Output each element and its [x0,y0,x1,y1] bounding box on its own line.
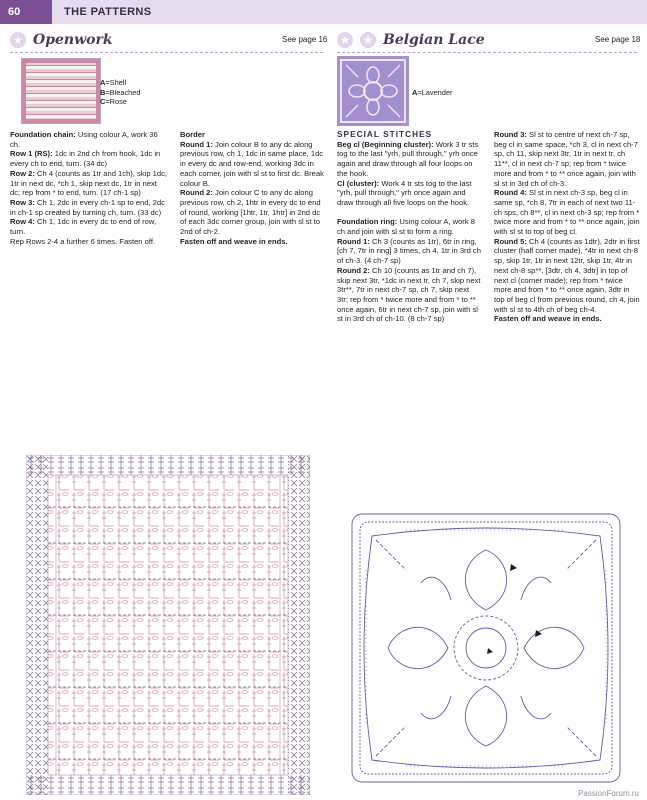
right-see-page: See page 18 [595,35,641,44]
legend-item: A=Shell [100,78,127,87]
instruction-para: Foundation chain: Using colour A, work 36 ch. [10,130,158,149]
openwork-swatch-image [21,58,101,124]
instruction-para: Round 1: Join colour B to any dc along previous row, ch 1, 1dc in same place, 1dc in every dc and row-end, working 3dc in each corner, join with sl st to first dc. Break colour B. [180,139,324,188]
openwork-border-instructions [180,130,326,246]
right-pattern-title: Belgian Lace [383,32,485,48]
legend-item: C=Rose [100,97,127,107]
instruction-para: Round 2: Join colour C to any dc along previous row, ch 2, 1htr in every dc to end of round, working [1htr, 1tr, 1htr] in 2nd dc of each 3dc corner group, join with sl st to 2nd of ch-2. [180,188,321,237]
instruction-para: Rep Rows 2-4 a further 6 times. Fasten off. [10,236,156,246]
right-colour-legend [412,88,452,98]
instruction-para: Round 2: Ch 10 (counts as 1tr and ch 7), skip next 3tr, *1dc in next tr, ch 7, skip next 3tr**, 7tr in next ch-7 sp, ch 7, skip next 3tr; rep from * twice more and from * to ** once again, 6tr in next ch-7 sp, join with sl st in 3rd ch of ch-10. (8 ch-7 sp) [337,265,481,324]
star-icon: ★ [10,32,26,48]
legend-item: A=Lavender [412,88,453,97]
instruction-para: Cl (cluster): Work 4 tr sts tog to the last "yrh, pull through," yrh once again and draw through all five loops on the hook. [337,178,472,207]
instruction-para: Row 1 (RS): 1dc in 2nd ch from hook, 1dc in every ch to end, turn. (34 dc) [10,149,161,169]
section-title: THE PATTERNS [52,0,647,24]
watermark-text: PassionForum.ru [578,789,639,798]
instruction-para: Round 4: Sl st in next ch-3 sp, beg cl in same sp, *ch 8, 7tr in each of next two 11-ch sps, ch 8**, cl in next ch-3 sp; rep from * twice more and from * to ** once again, join with sl st to top of beg cl. [494,188,640,237]
finish-note: Fasten off and weave in ends. [494,314,602,324]
instruction-para: Beg cl (Beginning cluster): Work 3 tr sts tog to the last "yrh, pull through," yrh once again and draw through all four loops on the hook. [337,139,479,178]
instruction-para: Foundation ring: Using colour A, work 8 ch and join with sl st to form a ring. [337,217,475,237]
left-see-page: See page 16 [282,35,328,44]
page-number: 60 [0,0,52,24]
instruction-para: Row 3: Ch 1, 2dc in every ch-1 sp to end, 2dc in ch-1 sp created by turning ch, turn. (33 dc) [10,197,165,217]
belgian-lace-rounds [494,130,640,324]
instruction-para: Round 1: Ch 3 (counts as 1tr), 6tr in ring, [ch 7, 7tr in ring] 3 times, ch 4, 1tr in 3rd ch of ch-3. (4 ch-7 sp) [337,236,481,266]
belgian-lace-swatch-image [337,56,409,126]
right-pattern-heading [337,28,485,52]
openwork-stitch-chart [26,455,310,795]
star-icon: ★ [360,32,376,48]
legend-item: B=Bleached [100,87,141,97]
page-header-bar [0,0,647,24]
instruction-para: Round 5: Ch 4 (counts as 1dtr), 2dtr in first cluster (half corner made), *4tr in next ch-8 sp, skip 1tr, 1tr in next 12tr, skip 1tr, 4tr in next ch-8 sp**, [3dtr, ch 4, 3dtr] in top of next cl (corner made); rep from * twice more and from * to ** once again, 3dtr in top of beg cl from previous round, ch 4, join with sl st to 4th ch of beg ch-4. [494,236,640,314]
border-heading: Border [180,130,205,139]
right-divider [337,52,637,53]
finish-note: Fasten off and weave in ends. [180,236,288,246]
instruction-para: Round 3: Sl st to centre of next ch-7 sp, beg cl in same space, *ch 3, cl in next ch-7 sp, ch 11, skip next 3tr, 1tr in next tr, ch 11**, cl in next ch-7 sp; rep from * twice more and from * to ** once again, join with sl st in 3rd ch of ch-3. [494,130,638,188]
left-pattern-heading [10,28,113,52]
belgian-lace-instructions [337,130,482,324]
instruction-para: Row 2: Ch 4 (counts as 1tr and 1ch), skip 1dc, 1tr in next dc, *ch 1, skip next dc, 1tr in next dc; rep from * to end, turn. (17 ch-1 sp) [10,168,168,198]
openwork-instructions [10,130,168,246]
left-colour-legend [100,78,140,107]
left-pattern-title: Openwork [33,32,113,48]
left-divider [10,52,323,53]
belgian-lace-stitch-chart [336,500,636,796]
instruction-para: Row 4: Ch 1, 1dc in every dc to end of row, turn. [10,217,157,237]
star-icon: ★ [337,32,353,48]
special-stitches-heading: SPECIAL STITCHES [337,129,433,139]
